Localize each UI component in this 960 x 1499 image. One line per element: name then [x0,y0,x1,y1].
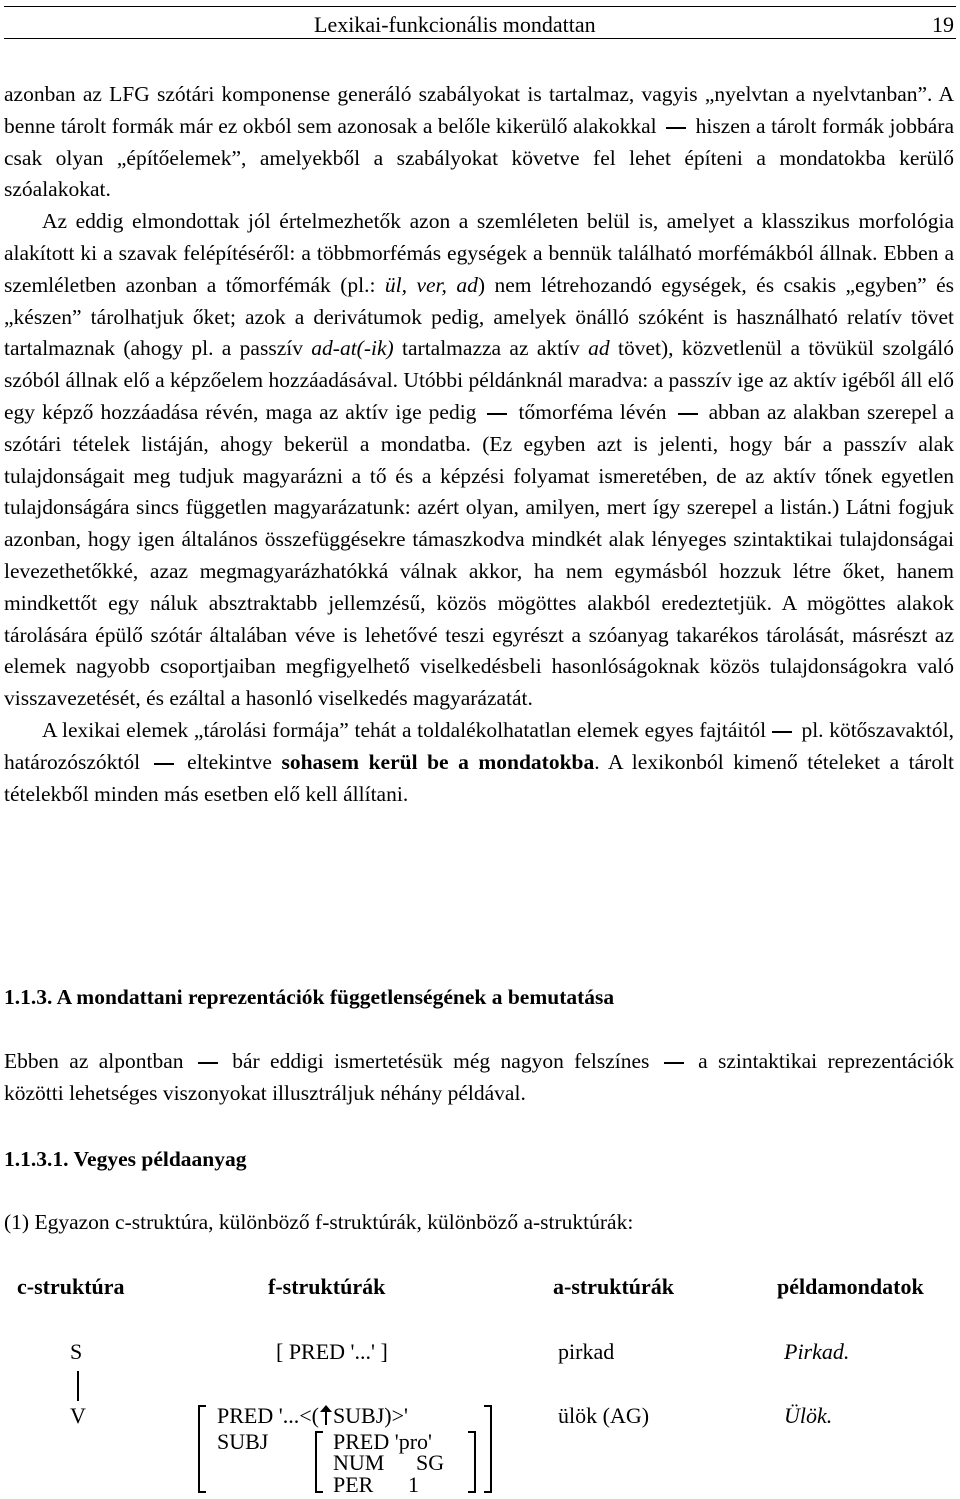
col-header-c-structure: c-struktúra [17,1274,125,1299]
header-rule-top [4,6,956,7]
p3-text-a: A lexikai elemek „tárolási formája” tehát a toldalékolhatatlan elemek egyes fajtáitól [42,717,767,742]
pred-text-a: PRED '...<( [217,1403,319,1428]
inner-bracket-right-top [468,1431,476,1433]
example-ulok: Ülök. [784,1403,833,1428]
inner-bracket-right-bottom [468,1491,476,1493]
p3-bold: sohasem kerül be a mondatokba [281,749,595,774]
inner-bracket-left-bottom [315,1491,323,1493]
tree-node-s: S [70,1339,83,1364]
p3-text-b: pl. kötőszavaktól, határozószóktól [4,717,954,774]
p2-text-f: abban az alakban szerepel a szótári tételek listáján, ahogy bekerül a mondatba. (Ez egyben azt is jelenti, hogy bár a passzív alak tulajdonságait meg tudjuk magyarázni a tő és a képzési folyamat ismeretében, de az aktív tőnek egyetlen tulajdonságára sincs független magyarázatunk: azért olyan, amilyen, mert így szerepel a listán.) Látni fogjuk azonban, hogy igen általános összefüggésekre támaszkodva mindkét alak lényeges szintaktikai tulajdonságai levezethetőkké, azaz megmagyarázhatókká válnak akkor, ha nem egymásból hozzuk létre őket, hanem mindkettőt egy náluk absztraktabb jellemzésű, közös mögöttes alakból eredeztetjük. A mögöttes alakok tárolására épülő szótár általában véve is lehetővé teszi egyrészt a szóanyag takarékos tárolását, másrészt az elemek nagyobb csoportjaiban megfigyelhető viselkedésbeli hasonlóságoknak közös tulajdonságokra való visszavezetését, és ezáltal a hasonló viselkedés magyarázatát. [4,399,955,711]
paragraph-3 [4,715,954,810]
em-dash [666,127,686,129]
col-header-f-structures: f-struktúrák [268,1274,386,1299]
s113-text-c: a szintaktikai reprezentációk közötti lehetséges viszonyokat illusztráljuk néhány példával. [4,1049,955,1105]
em-dash [678,413,698,415]
f-structure-per: PER [333,1472,374,1497]
s113-text-b: bár eddigi ismertetésük még nagyon felszínes [232,1049,650,1073]
p2-text-d: tövet), közvetlenül a tövükül szolgáló szóból állnak elő a képzőelem hozzáadásával. Utóbbi példánknál maradva: a passzív ige az aktív igéből áll elő egy képző hozzáadása révén, maga az aktív ige pedig [4,336,954,424]
tree-branch-line [77,1371,79,1401]
p2-text-b: ) nem létrehozandó egységek, és csakis „egyben” és „készen” tárolhatjuk őket; azok a derivátumok pedig, amelyek önálló szóként is használható relatív tövet tartalmaznak (ahogy pl. a passzív [4,272,955,361]
outer-bracket-left-bottom [198,1491,206,1493]
p2-italic-passive: ad-at(-ik) [311,336,394,361]
p1-text-b: hiszen a tárolt formák jobbára csak olyan „építőelemek”, amelyekből a szabályokat követve fel lehet építeni a mondatokba kerülő szóalakokat. [4,113,954,202]
example-intro: (1) Egyazon c-struktúra, különböző f-struktúrák, különböző a-struktúrák: [4,1210,634,1234]
section-heading-1-1-3: 1.1.3. A mondattani reprezentációk függetlenségének a bemutatása [4,985,615,1009]
p2-text-a: Az eddig elmondottak jól értelmezhetők azon a szemléleten belül is, amelyet a klasszikus morfológia alakított ki a szavak felépítéséről: a többmorfémás egységek a bennük található morfémákból állnak. Ebben a szemléletben azonban a tőmorfémák (pl.: [4,209,954,297]
paragraph-2 [4,206,954,715]
outer-bracket-left-top [198,1405,206,1407]
inner-bracket-right [474,1431,476,1493]
p2-italic-roots: ül, ver, ad [384,272,478,297]
col-header-a-structures: a-struktúrák [553,1274,675,1299]
outer-bracket-right [490,1405,492,1493]
em-dash [198,1062,218,1064]
body-text [4,79,954,810]
p2-italic-active: ad [588,336,610,361]
up-arrow-icon [320,1405,332,1425]
col-header-example-sentences: példamondatok [777,1274,924,1299]
outer-bracket-left [198,1405,200,1493]
f-structure-num: NUM [333,1450,385,1475]
f-structure-pred: [ PRED '...' ] [276,1339,388,1364]
em-dash [664,1062,684,1064]
p3-text-d: . A lexikonból kimenő tételeket a tárolt tételekből minden más esetben elő kell állítani. [4,749,955,806]
s113-text-a: Ebben az alpontban [4,1049,184,1073]
f-structure-subj-label: SUBJ [217,1429,269,1454]
em-dash [772,731,792,733]
inner-bracket-left-top [315,1431,323,1433]
outer-bracket-right-bottom [484,1491,492,1493]
a-structure-pirkad: pirkad [558,1339,615,1364]
f-structure-per-value: 1 [408,1472,419,1497]
f-structure-num-value: SG [416,1450,445,1475]
p3-text-c: eltekintve [187,749,272,774]
paragraph-1 [4,79,954,206]
running-title: Lexikai-funkcionális mondattan [314,12,596,37]
p1-text-a: azonban az LFG szótári komponense generáló szabályokat is tartalmaz, vagyis „nyelvtan a nyelvtanban”. A benne tárolt formák már ez okból sem azonosak a belőle kikerülő alakokkal [4,82,954,138]
outer-bracket-right-top [484,1405,492,1407]
section-1-1-3-text [4,1046,954,1110]
p2-text-c: tartalmazza az aktív [402,336,580,361]
em-dash [487,413,507,415]
f-structure-pred-subj [217,1402,408,1430]
f-structure-inner-pred: PRED 'pro' [333,1429,432,1454]
header-rule-bottom [4,38,956,39]
pred-text-b: SUBJ)>' [332,1403,408,1428]
section-heading-1-1-3-1: 1.1.3.1. Vegyes példaanyag [4,1147,247,1171]
em-dash [154,763,174,765]
a-structure-ulok: ülök (AG) [558,1403,650,1428]
page-number: 19 [932,12,954,37]
example-pirkad: Pirkad. [784,1339,850,1364]
p2-text-e: tőmorféma lévén [518,399,667,424]
inner-bracket-left [315,1431,317,1493]
tree-node-v: V [70,1403,86,1428]
